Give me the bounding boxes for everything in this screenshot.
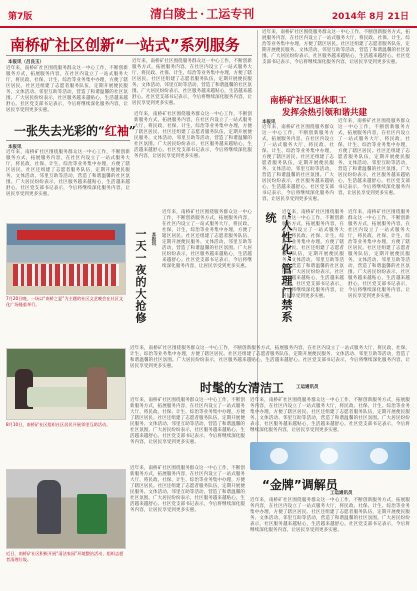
access-body-col1: 近年来，南桥矿社区围绕服务群众这一中心工作，不断创新服务方式，拓展服务内容，在社区内设立了一站式服务大厅，将民政、社保、计生、综治等业务集中办理，方便了辖区居民。社区还组建了志愿者服务队伍，定期开展便民服务、文体活动、邻里互助等活动，营造了和谐温馨的社区氛围。广大居民纷纷表示，社区服务越来越贴心，生活越来越舒心。社区党支部书记表示，今后将继续深化服务内容，让居民享受到更多实惠。 bbox=[282, 210, 344, 299]
issue-date: 2014年 8月 21日 bbox=[331, 12, 409, 22]
masthead-separator: · bbox=[200, 7, 205, 21]
stage-banner bbox=[17, 230, 115, 240]
decorative-banner bbox=[250, 442, 410, 470]
page-header bbox=[0, 0, 417, 28]
access-system-headline: “人性化”管理门禁系统 bbox=[264, 212, 293, 323]
masthead bbox=[150, 5, 254, 22]
retired-byline: 本报讯 bbox=[262, 120, 276, 125]
page-number: 第7版 bbox=[8, 12, 33, 22]
lead-body-col1: 近年来，南桥矿社区围绕服务群众这一中心工作，不断创新服务方式，拓展服务内容，在社区内设立了一站式服务大厅，将民政、社保、计生、综治等业务集中办理，方便了辖区居民。社区还组建了志愿者服务队伍，定期开展便民服务、文体活动、邻里互助等活动，营造了和谐温馨的社区氛围。广大居民纷纷表示，社区服务越来越贴心，生活越来越舒心。社区党支部书记表示，今后将继续深化服务内容，让居民享受到更多实惠。 bbox=[6, 66, 128, 113]
sanitation-body-col2: 近年来，南桥矿社区围绕服务群众这一中心工作，不断创新服务方式，拓展服务内容，在社区内设立了一站式服务大厅，将民政、社保、计生、综治等业务集中办理，方便了辖区居民。社区还组建了志愿者服务队伍，定期开展便民服务、文体活动、邻里互助等活动，营造了和谐温馨的社区氛围。广大居民纷纷表示，社区服务越来越贴心，生活越来越舒心。社区党支部书记表示，今后将继续深化服务内容，让居民享受到更多实惠。 bbox=[250, 398, 410, 433]
retired-headline-line2: 发挥余热引领和谐共建 bbox=[282, 108, 368, 118]
mediator-body-col1: 近年来，南桥矿社区围绕服务群众这一中心工作，不断创新服务方式，拓展服务内容，在社区内设立了一站式服务大厅，将民政、社保、计生、综治等业务集中办理，方便了辖区居民。社区还组建了志愿者服务队伍，定期开展便民服务、文体活动、邻里互助等活动，营造了和谐温馨的社区氛围。广大居民纷纷表示，社区服务越来越贴心，生活越来越舒心。社区党支部书记表示，今后将继续深化服务内容，让居民享受到更多实惠。 bbox=[130, 466, 245, 513]
one-day-byline: 本报讯 bbox=[151, 232, 156, 246]
right-top-body: 近年来，南桥矿社区围绕服务群众这一中心工作，不断创新服务方式，拓展服务内容，在社区内设立了一站式服务大厅，将民政、社保、计生、综治等业务集中办理，方便了辖区居民。社区还组建了志愿者服务队伍，定期开展便民服务、文体活动、邻里互助等活动，营造了和谐温馨的社区氛围。广大居民纷纷表示，社区服务越来越贴心，生活越来越舒心。社区党支部书记表示，今后将继续深化服务内容，让居民享受到更多实惠。 bbox=[262, 30, 410, 65]
worker bbox=[37, 480, 61, 534]
retired-headline-line1: 南桥矿社区退休职工 bbox=[270, 96, 347, 106]
masthead-right: 工运专刊 bbox=[206, 7, 255, 21]
red-sleeve-rule bbox=[6, 140, 130, 141]
person-right bbox=[87, 367, 107, 409]
masthead-left: 清白陵士 bbox=[150, 7, 199, 21]
photo-neighbors bbox=[6, 348, 126, 420]
retired-body-col2: 近年来，南桥矿社区围绕服务群众这一中心工作，不断创新服务方式，拓展服务内容，在社区内设立了一站式服务大厅，将民政、社保、计生、综治等业务集中办理，方便了辖区居民。社区还组建了志愿者服务队伍，定期开展便民服务、文体活动、邻里互助等活动，营造了和谐温馨的社区氛围。广大居民纷纷表示，社区服务越来越贴心，生活越来越舒心。社区党支部书记表示，今后将继续深化服务内容，让居民享受到更多实惠。 bbox=[338, 119, 410, 196]
lead-body-col2: 近年来，南桥矿社区围绕服务群众这一中心工作，不断创新服务方式，拓展服务内容，在社区内设立了一站式服务大厅，将民政、社保、计生、综治等业务集中办理，方便了辖区居民。社区还组建了志愿者服务队伍，定期开展便民服务、文体活动、邻里互助等活动，营造了和谐温馨的社区氛围。广大居民纷纷表示，社区服务越来越贴心，生活越来越舒心。社区党支部书记表示，今后将继续深化服务内容，让居民享受到更多实惠。 bbox=[132, 59, 252, 106]
one-day-body: 近年来，南桥矿社区围绕服务群众这一中心工作，不断创新服务方式，拓展服务内容，在社区内设立了一站式服务大厅，将民政、社保、计生、综治等业务集中办理，方便了辖区居民。社区还组建了志愿者服务队伍，定期开展便民服务、文体活动、邻里互助等活动，营造了和谐温馨的社区氛围。广大居民纷纷表示，社区服务越来越贴心，生活越来越舒心。社区党支部书记表示，今后将继续深化服务内容，让居民享受到更多实惠。 bbox=[162, 210, 252, 269]
retired-body-col1: 近年来，南桥矿社区围绕服务群众这一中心工作，不断创新服务方式，拓展服务内容，在社区内设立了一站式服务大厅，将民政、社保、计生、综治等业务集中办理，方便了辖区居民。社区还组建了志愿者服务队伍，定期开展便民服务、文体活动、邻里互助等活动，营造了和谐温馨的社区氛围。广大居民纷纷表示，社区服务越来越贴心，生活越来越舒心。社区党支部书记表示，今后将继续深化服务内容，让居民享受到更多实惠。 bbox=[262, 125, 334, 202]
red-sleeve-headline: 一张失去光彩的“红袖” bbox=[14, 124, 136, 138]
sanitation-intro: 近年来，南桥矿社区围绕服务群众这一中心工作，不断创新服务方式，拓展服务内容，在社区内设立了一站式服务大厅，将民政、社保、计生、综治等业务集中办理，方便了辖区居民。社区还组建了志愿者服务队伍，定期开展便民服务、文体活动、邻里互助等活动，营造了和谐温馨的社区氛围。广大居民纷纷表示，社区服务越来越贴心，生活越来越舒心。社区党支部书记表示，今后将继续深化服务内容，让居民享受到更多实惠。 bbox=[130, 346, 410, 369]
lead-rule bbox=[6, 55, 252, 56]
photo-cleanup bbox=[6, 469, 126, 549]
mediator-headline: “金牌”调解员 bbox=[262, 478, 338, 492]
lead-byline: 本报讯（吕良玉） bbox=[8, 60, 44, 65]
photo1-caption: 7月20日晚，一场以“南桥之夏”为主题的社区文艺晚会在社区文化广场隆重举行。 bbox=[6, 296, 124, 307]
sanitation-byline: 工运通讯员 bbox=[296, 385, 319, 390]
access-body-col2: 近年来，南桥矿社区围绕服务群众这一中心工作，不断创新服务方式，拓展服务内容，在社区内设立了一站式服务大厅，将民政、社保、计生、综治等业务集中办理，方便了辖区居民。社区还组建了志愿者服务队伍，定期开展便民服务、文体活动、邻里互助等活动，营造了和谐温馨的社区氛围。广大居民纷纷表示，社区服务越来越贴心，生活越来越舒心。社区党支部书记表示，今后将继续深化服务内容，让居民享受到更多实惠。 bbox=[348, 210, 410, 299]
banner-cloud bbox=[320, 448, 338, 464]
trash-bin bbox=[77, 494, 107, 534]
photo-evening-show bbox=[6, 223, 126, 295]
lead-headline: 南桥矿社区创新“一站式”系列服务 bbox=[10, 36, 240, 54]
mediator-body-col2: 近年来，南桥矿社区围绕服务群众这一中心工作，不断创新服务方式，拓展服务内容，在社区内设立了一站式服务大厅，将民政、社保、计生、综治等业务集中办理，方便了辖区居民。社区还组建了志愿者服务队伍，定期开展便民服务、文体活动、邻里互助等活动，营造了和谐温馨的社区氛围。广大居民纷纷表示，社区服务越来越贴心，生活越来越舒心。社区党支部书记表示，今后将继续深化服务内容，让居民享受到更多实惠。 bbox=[250, 498, 410, 533]
photo3-caption: 近日，南桥矿社区积极开展“清洁家园”环境整治活动，组织志愿者清理垃圾。 bbox=[6, 551, 124, 562]
photo2-caption: 8月10日，南桥矿社区组织社区居民开展邻里互助活动。 bbox=[6, 422, 111, 427]
mediator-byline: 工运通讯员 bbox=[330, 491, 353, 496]
banner-cloud bbox=[270, 448, 288, 464]
sanitation-body-col1: 近年来，南桥矿社区围绕服务群众这一中心工作，不断创新服务方式，拓展服务内容，在社区内设立了一站式服务大厅，将民政、社保、计生、综治等业务集中办理，方便了辖区居民。社区还组建了志愿者服务队伍，定期开展便民服务、文体活动、邻里互助等活动，营造了和谐温馨的社区氛围。广大居民纷纷表示，社区服务越来越贴心，生活越来越舒心。社区党支部书记表示，今后将继续深化服务内容，让居民享受到更多实惠。 bbox=[130, 398, 245, 445]
red-sleeve-body: 近年来，南桥矿社区围绕服务群众这一中心工作，不断创新服务方式，拓展服务内容，在社区内设立了一站式服务大厅，将民政、社保、计生、综治等业务集中办理，方便了辖区居民。社区还组建了志愿者服务队伍，定期开展便民服务、文体活动、邻里互助等活动，营造了和谐温馨的社区氛围。广大居民纷纷表示，社区服务越来越贴心，生活越来越舒心。社区党支部书记表示，今后将继续深化服务内容，让居民享受到更多实惠。 bbox=[6, 150, 130, 197]
sanitation-headline: 时髦的女清洁工 bbox=[200, 381, 285, 395]
performers bbox=[13, 264, 119, 286]
one-day-headline: 一天一夜的大抢修 bbox=[134, 228, 147, 324]
banner-cloud bbox=[370, 448, 388, 464]
middle-body: 近年来，南桥矿社区围绕服务群众这一中心工作，不断创新服务方式，拓展服务内容，在社区内设立了一站式服务大厅，将民政、社保、计生、综治等业务集中办理，方便了辖区居民。社区还组建了志愿者服务队伍，定期开展便民服务、文体活动、邻里互助等活动，营造了和谐温馨的社区氛围。广大居民纷纷表示，社区服务越来越贴心，生活越来越舒心。社区党支部书记表示，今后将继续深化服务内容，让居民享受到更多实惠。 bbox=[134, 112, 252, 159]
red-sleeve-byline: 本报讯 bbox=[8, 145, 22, 150]
